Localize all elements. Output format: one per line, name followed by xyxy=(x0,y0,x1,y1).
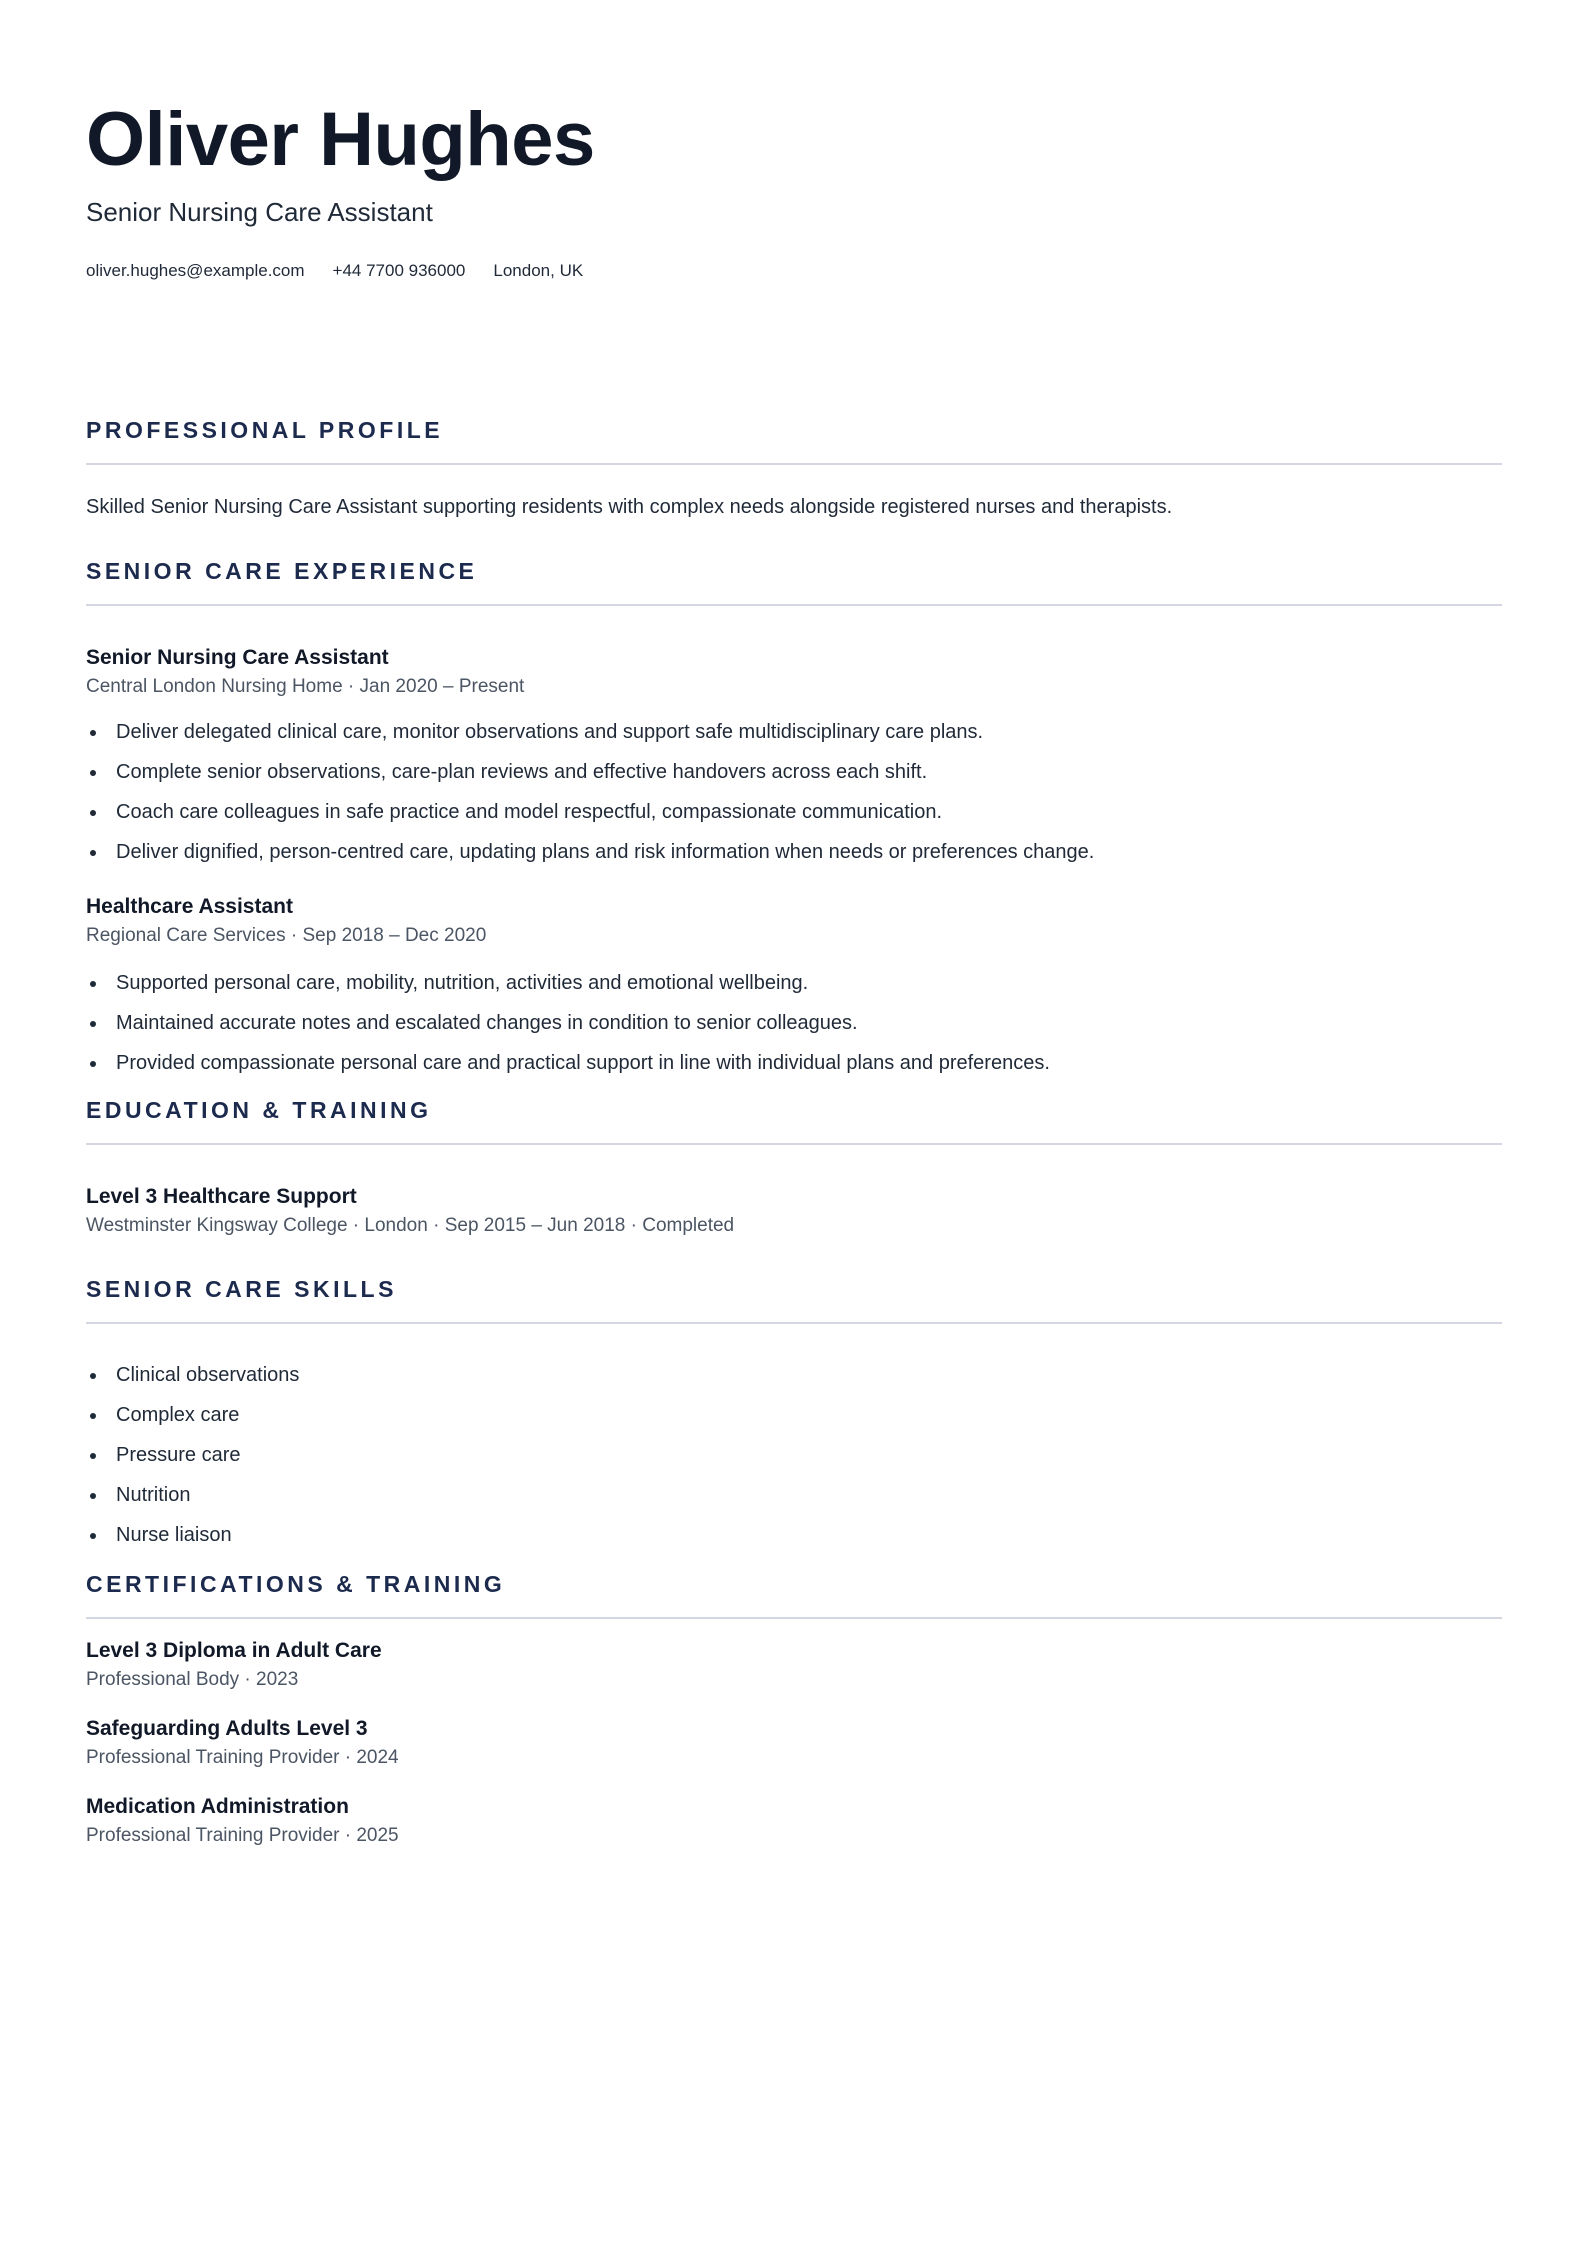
skill-text: Clinical observations xyxy=(116,1364,300,1386)
education-section xyxy=(86,1095,1502,1238)
certification-entry xyxy=(86,1793,1502,1848)
education-name: Level 3 Healthcare Support xyxy=(86,1185,357,1208)
certification-entry xyxy=(86,1715,1502,1770)
certification-entry xyxy=(86,1637,1502,1692)
section-title: EDUCATION & TRAINING xyxy=(86,1097,432,1123)
bullet-text: Supported personal care, mobility, nutrition, activities and emotional wellbeing. xyxy=(116,972,809,994)
list-item xyxy=(86,839,1502,879)
resume-header xyxy=(86,96,1502,282)
bullet-icon xyxy=(90,981,96,987)
profile-section xyxy=(86,415,1502,520)
section-title: CERTIFICATIONS & TRAINING xyxy=(86,1571,506,1597)
job-role: Healthcare Assistant xyxy=(86,895,293,918)
job-entry xyxy=(86,893,1502,1090)
certifications-section xyxy=(86,1569,1502,1848)
job-bullets xyxy=(86,970,1502,1090)
bullet-icon xyxy=(90,810,96,816)
list-item xyxy=(86,1482,1502,1522)
candidate-headline: Senior Nursing Care Assistant xyxy=(86,197,433,227)
bullet-text: Maintained accurate notes and escalated changes in condition to senior colleagues. xyxy=(116,1012,858,1034)
list-item xyxy=(86,719,1502,759)
list-item xyxy=(86,1402,1502,1442)
bullet-text: Coach care colleagues in safe practice and model respectful, compassionate communication. xyxy=(116,801,942,823)
certification-name: Level 3 Diploma in Adult Care xyxy=(86,1639,382,1662)
contact-line xyxy=(86,260,1502,282)
bullet-icon xyxy=(90,1533,96,1539)
section-title: PROFESSIONAL PROFILE xyxy=(86,417,444,443)
certification-meta: Professional Body · 2023 xyxy=(86,1669,299,1690)
skill-text: Complex care xyxy=(116,1404,240,1426)
bullet-icon xyxy=(90,1021,96,1027)
bullet-icon xyxy=(90,850,96,856)
bullet-icon xyxy=(90,1373,96,1379)
bullet-text: Deliver dignified, person-centred care, updating plans and risk information when needs or preferences change. xyxy=(116,841,1095,863)
certification-name: Safeguarding Adults Level 3 xyxy=(86,1717,368,1740)
skill-text: Nurse liaison xyxy=(116,1524,232,1546)
skills-section xyxy=(86,1274,1502,1562)
section-title: SENIOR CARE SKILLS xyxy=(86,1276,397,1302)
bullet-icon xyxy=(90,730,96,736)
bullet-icon xyxy=(90,1413,96,1419)
bullet-icon xyxy=(90,1453,96,1459)
section-divider xyxy=(86,1143,1502,1145)
certification-meta: Professional Training Provider · 2025 xyxy=(86,1825,399,1846)
candidate-name: Oliver Hughes xyxy=(86,97,595,182)
bullet-text: Provided compassionate personal care and practical support in line with individual plans and preferences. xyxy=(116,1052,1050,1074)
profile-summary: Skilled Senior Nursing Care Assistant supporting residents with complex needs alongside registered nurses and therapists. xyxy=(86,496,1173,518)
contact-email: oliver.hughes@example.com xyxy=(86,261,305,280)
list-item xyxy=(86,1010,1502,1050)
contact-location: London, UK xyxy=(493,261,584,280)
skill-text: Nutrition xyxy=(116,1484,191,1506)
list-item xyxy=(86,1050,1502,1090)
bullet-icon xyxy=(90,1061,96,1067)
list-item xyxy=(86,799,1502,839)
list-item xyxy=(86,1522,1502,1562)
education-meta: Westminster Kingsway College · London · Sep 2015 – Jun 2018 · Completed xyxy=(86,1215,735,1236)
bullet-text: Deliver delegated clinical care, monitor observations and support safe multidisciplinary care plans. xyxy=(116,721,984,743)
skills-list xyxy=(86,1362,1502,1562)
contact-phone: +44 7700 936000 xyxy=(332,261,466,280)
list-item xyxy=(86,759,1502,799)
section-divider xyxy=(86,1322,1502,1324)
skill-text: Pressure care xyxy=(116,1444,241,1466)
bullet-icon xyxy=(90,770,96,776)
job-meta: Regional Care Services · Sep 2018 – Dec 2020 xyxy=(86,925,487,946)
list-item xyxy=(86,970,1502,1010)
section-divider xyxy=(86,463,1502,465)
list-item xyxy=(86,1442,1502,1482)
job-role: Senior Nursing Care Assistant xyxy=(86,646,389,669)
section-title: SENIOR CARE EXPERIENCE xyxy=(86,558,478,584)
bullet-text: Complete senior observations, care-plan reviews and effective handovers across each shift. xyxy=(116,761,928,783)
certification-name: Medication Administration xyxy=(86,1795,349,1818)
section-divider xyxy=(86,604,1502,606)
section-divider xyxy=(86,1617,1502,1619)
job-entry xyxy=(86,644,1502,879)
education-entry xyxy=(86,1183,1502,1238)
list-item xyxy=(86,1362,1502,1402)
job-meta: Central London Nursing Home · Jan 2020 – Present xyxy=(86,676,525,697)
bullet-icon xyxy=(90,1493,96,1499)
job-bullets xyxy=(86,719,1502,879)
certification-meta: Professional Training Provider · 2024 xyxy=(86,1747,399,1768)
experience-section xyxy=(86,556,1502,1090)
